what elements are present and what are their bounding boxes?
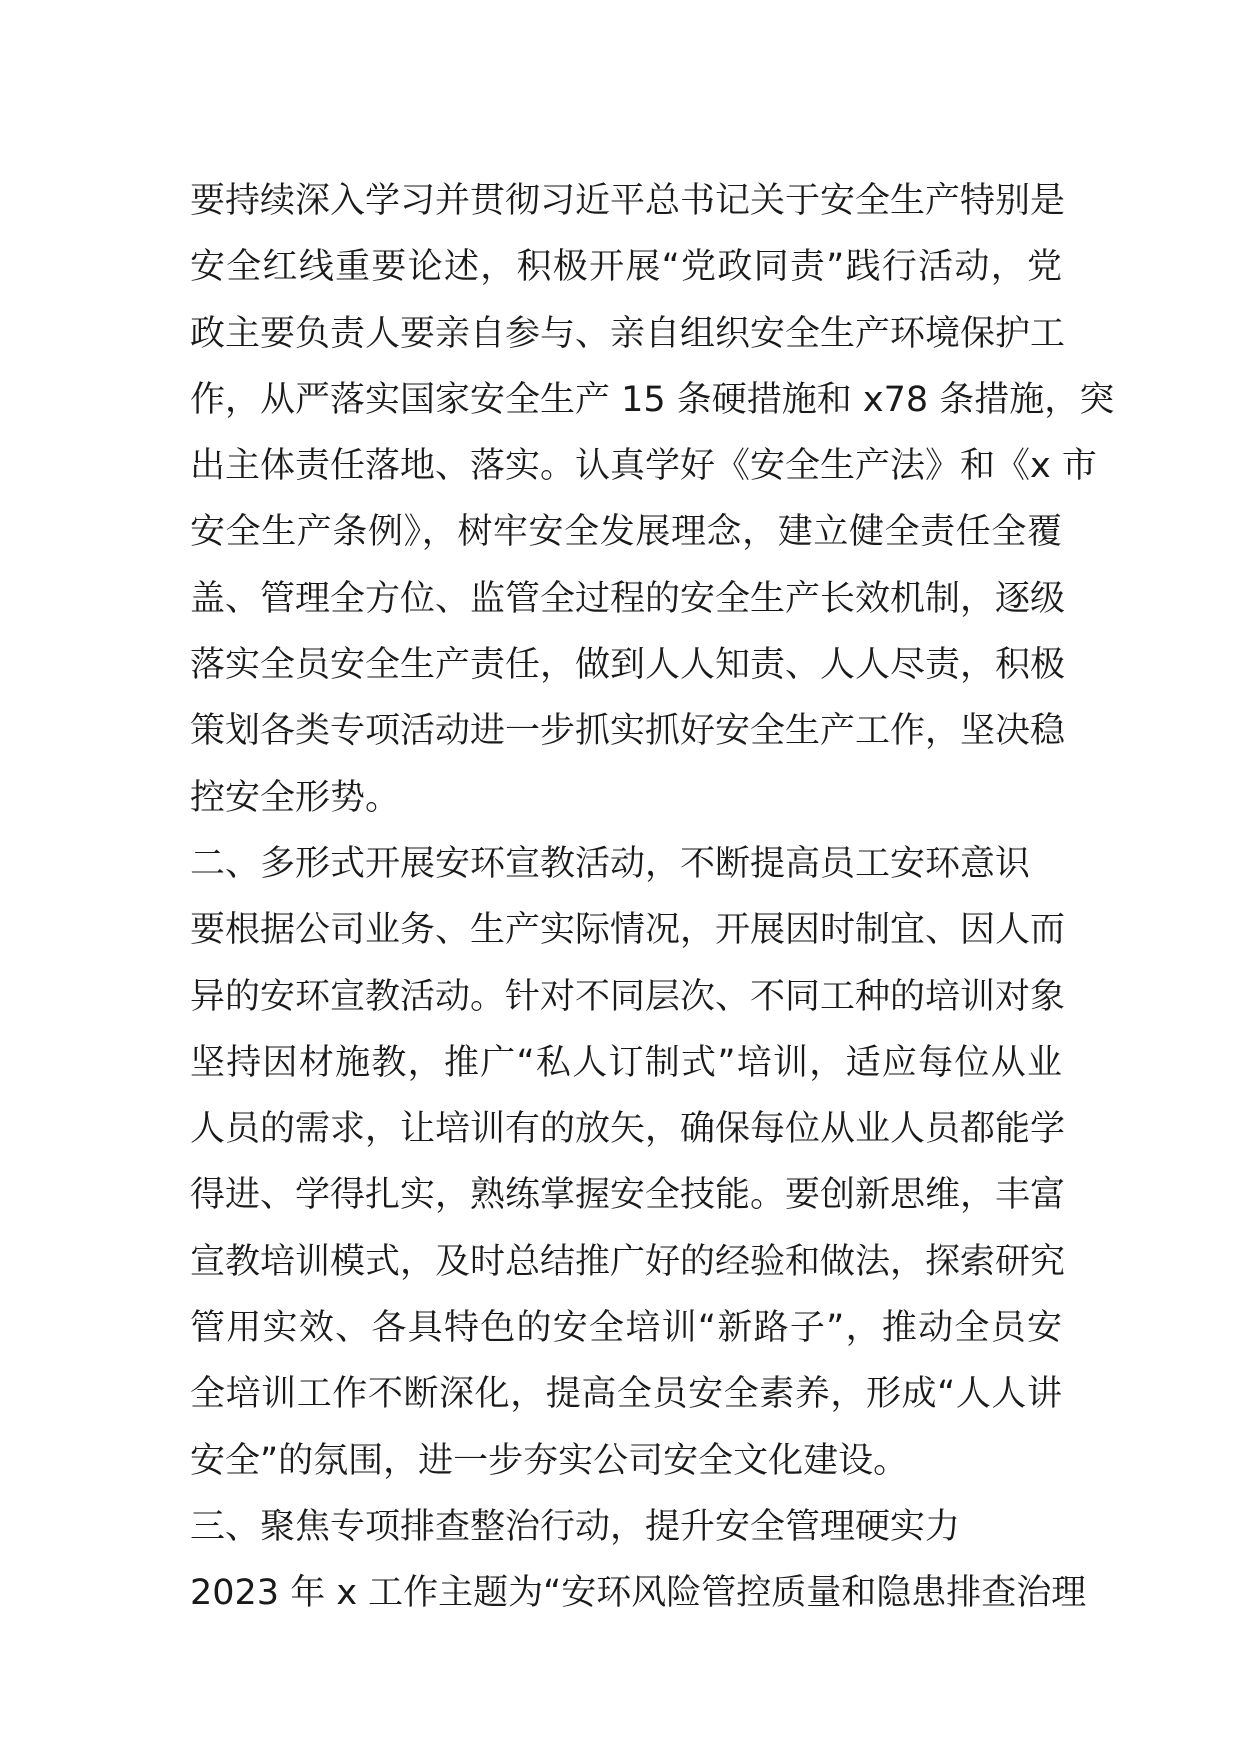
paragraph-1-line-8: 落实全员安全生产责任，做到人人知责、人人尽责，积极 xyxy=(190,645,1066,686)
paragraph-1-line-2: 安全红线重要论述，积极开展“党政同责”践行活动，党 xyxy=(190,247,1062,288)
document-body xyxy=(190,168,1115,1627)
section-heading-3: 三、聚焦专项排查整治行动，提升安全管理硬实力 xyxy=(190,1506,961,1547)
paragraph-2-line-2: 异的安环宣教活动。针对不同层次、不同工种的培训对象 xyxy=(190,976,1066,1017)
paragraph-1-line-9: 策划各类专项活动进一步抓实抓好安全生产工作，坚决稳 xyxy=(190,711,1066,752)
paragraph-2-line-7: 管用实效、各具特色的安全培训“新路子”，推动全员安 xyxy=(190,1308,1062,1349)
paragraph-2-line-9: 安全”的氛围，进一步夯实公司安全文化建设。 xyxy=(190,1440,909,1481)
paragraph-2-line-1: 要根据公司业务、生产实际情况，开展因时制宜、因人而 xyxy=(190,910,1066,951)
section-heading-2: 二、多形式开展安环宣教活动，不断提高员工安环意识 xyxy=(190,843,1031,884)
paragraph-1-line-7: 盖、管理全方位、监管全过程的安全生产长效机制，逐级 xyxy=(190,578,1066,619)
paragraph-1-line-4: 作，从严落实国家安全生产 15 条硬措施和 x78 条措施，突 xyxy=(190,379,1115,420)
paragraph-3-line-1: 2023 年 x 工作主题为“安环风险管控质量和隐患排查治理 xyxy=(190,1573,1087,1614)
paragraph-2-line-8: 全培训工作不断深化，提高全员安全素养，形成“人人讲 xyxy=(190,1374,1062,1415)
paragraph-2-line-4: 人员的需求，让培训有的放矢，确保每位从业人员都能学 xyxy=(190,1109,1066,1150)
paragraph-1-line-6: 安全生产条例》，树牢安全发展理念，建立健全责任全覆 xyxy=(190,512,1062,553)
paragraph-2-line-3: 坚持因材施教，推广“私人订制式”培训，适应每位从业 xyxy=(190,1042,1062,1083)
paragraph-1-line-1: 要持续深入学习并贯彻习近平总书记关于安全生产特别是 xyxy=(190,181,1066,221)
paragraph-2-line-5: 得进、学得扎实，熟练掌握安全技能。要创新思维，丰富 xyxy=(190,1175,1066,1216)
paragraph-2-line-6: 宣教培训模式，及时总结推广好的经验和做法，探索研究 xyxy=(190,1241,1066,1282)
paragraph-1-line-10: 控安全形势。 xyxy=(190,777,401,818)
paragraph-1-line-3: 政主要负责人要亲自参与、亲自组织安全生产环境保护工 xyxy=(190,313,1066,354)
paragraph-1-line-5: 出主体责任落地、落实。认真学好《安全生产法》和《x 市 xyxy=(190,446,1097,487)
